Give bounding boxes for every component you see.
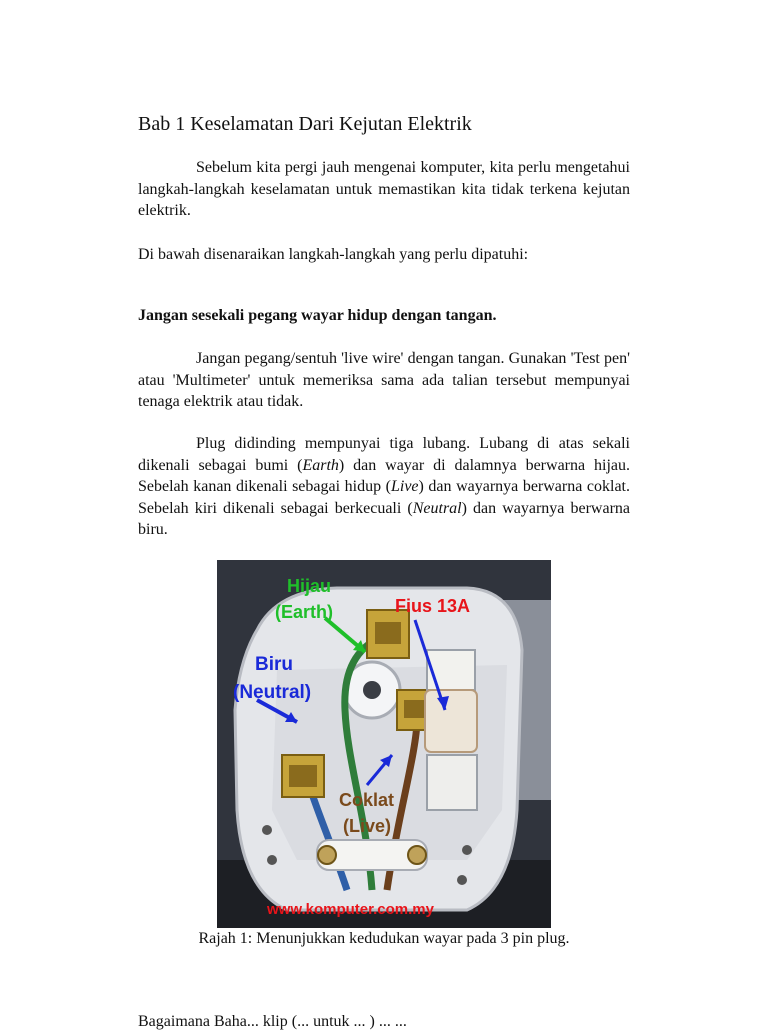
page-title: Bab 1 Keselamatan Dari Kejutan Elektrik bbox=[138, 113, 472, 135]
label-hijau: Hijau bbox=[287, 576, 332, 596]
plug-holes-paragraph bbox=[138, 433, 630, 541]
label-biru: Biru bbox=[255, 654, 293, 675]
figure-caption: Rajah 1: Menunjukkan kedudukan wayar pada 3 pin plug. bbox=[198, 930, 570, 947]
plug-text-4: ) dan wayarnya berwarna biru. bbox=[138, 499, 630, 538]
label-live: (Live) bbox=[343, 816, 392, 836]
fuse-13a bbox=[425, 690, 477, 752]
neutral-term: Neutral bbox=[412, 499, 462, 517]
live-term: Live bbox=[390, 478, 419, 495]
label-coklat: Coklat bbox=[339, 790, 395, 810]
label-fius: Fius 13A bbox=[395, 596, 471, 616]
plug-illustration bbox=[217, 560, 551, 928]
watermark: www.komputer.com.my bbox=[267, 901, 434, 918]
plug-wiring-figure bbox=[217, 560, 551, 928]
cutoff-line: Bagaimana Baha... klip (... untuk ... ) ... ... bbox=[138, 1013, 407, 1030]
label-earth: (Earth) bbox=[275, 602, 333, 622]
section-subheading: Jangan sesekali pegang wayar hidup dengan tangan. bbox=[138, 307, 497, 324]
fuse-holder-top bbox=[427, 650, 475, 690]
fuse-holder-bottom bbox=[427, 755, 477, 810]
live-wire-paragraph: Jangan pegang/sentuh 'live wire' dengan tangan. Gunakan 'Test pen' atau 'Multimeter' untuk memeriksa sama ada talian tersebut mempunyai tenaga elektrik atau tidak. bbox=[138, 350, 630, 410]
plug-text-3: ) dan wayarnya berwarna coklat. Sebelah kiri dikenali sebagai berkecuali ( bbox=[138, 478, 630, 517]
plug-text-2: ) dan wayar di dalamnya berwarna hijau. Sebelah kanan dikenali sebagai hidup ( bbox=[138, 456, 630, 495]
earth-term: Earth bbox=[302, 456, 339, 474]
list-intro-paragraph: Di bawah disenaraikan langkah-langkah yang perlu dipatuhi: bbox=[138, 246, 529, 263]
label-neutral: (Neutral) bbox=[233, 682, 312, 703]
plug-text-1: Plug didinding mempunyai tiga lubang. Lubang di atas sekali dikenali sebagai bumi ( bbox=[138, 435, 630, 474]
intro-paragraph: Sebelum kita pergi jauh mengenai komputer, kita perlu mengetahui langkah-langkah keselamatan untuk memastikan kita tidak terkena kejutan elektrik. bbox=[138, 159, 630, 219]
